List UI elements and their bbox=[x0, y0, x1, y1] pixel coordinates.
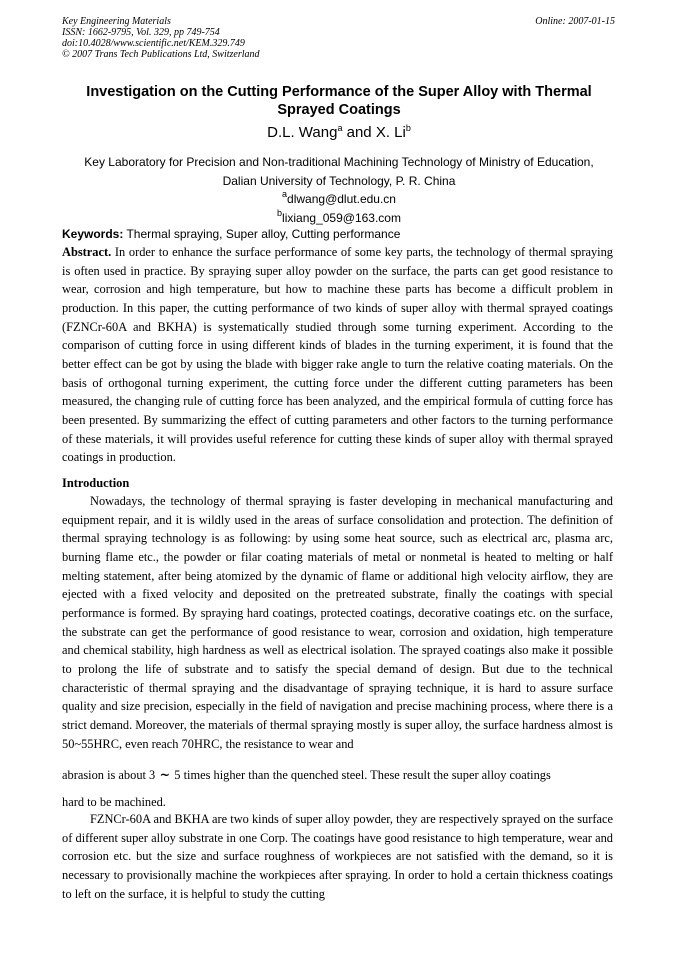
author-superscript: b bbox=[405, 123, 411, 133]
email-address: lixiang_059@163.com bbox=[282, 210, 401, 225]
abstract-label: Abstract. bbox=[62, 245, 112, 259]
doi-line: doi:10.4028/www.scientific.net/KEM.329.749 bbox=[62, 38, 245, 49]
keywords-text: Thermal spraying, Super alloy, Cutting performance bbox=[123, 227, 401, 241]
affiliation-block bbox=[60, 153, 618, 227]
email-line bbox=[60, 209, 618, 228]
online-date: Online: 2007-01-15 bbox=[535, 16, 615, 27]
keywords-line bbox=[62, 227, 400, 242]
author-name: X. Li bbox=[375, 124, 406, 141]
intro-paragraph-1-continued bbox=[62, 766, 613, 785]
keywords-label: Keywords: bbox=[62, 227, 124, 241]
abstract-paragraph bbox=[62, 243, 613, 467]
author-superscript: a bbox=[337, 123, 343, 133]
paper-title: Investigation on the Cutting Performance of the Super Alloy with Thermal Sprayed Coatings bbox=[86, 84, 592, 118]
author-line bbox=[60, 124, 618, 142]
email-line bbox=[60, 190, 618, 209]
email-address: dlwang@dlut.edu.cn bbox=[287, 192, 396, 206]
intro-text: abrasion is about 3 bbox=[62, 768, 156, 782]
issn-line: ISSN: 1662-9795, Vol. 329, pp 749-754 bbox=[62, 27, 220, 38]
abstract-text: In order to enhance the surface performance of some key parts, the technology of thermal spraying is often used in practice. By spraying super alloy powder on the surface, the parts can get good resistance to wear, corrosion and high temperature, but how to machine these parts has become a difficult problem in production. In this paper, the cutting performance of two kinds of super alloy with thermal sprayed coatings (FZNCr-60A and BKHA) is systematically studied through some turning experiment. According to the comparison of cutting force in using different kinds of blades in the turning experiment, it is found that the better effect can be got by using the blade with bigger rake angle to turn the relative coating materials. On the basis of orthogonal turning experiment, the cutting force under the different cutting parameters has been measured, the changing rule of cutting force has been analyzed, and the empirical formula of cutting force has been presented. By summarizing the effect of cutting parameters and other factors to the turning performance of these materials, it will provides useful reference for cutting these kinds of super alloy with thermal sprayed coatings in production. bbox=[62, 245, 613, 465]
section-heading-introduction: Introduction bbox=[62, 476, 130, 490]
copyright-line: © 2007 Trans Tech Publications Ltd, Switzerland bbox=[62, 49, 260, 60]
author-name: D.L. Wang bbox=[267, 124, 338, 141]
affiliation-line: Dalian University of Technology, P. R. China bbox=[222, 173, 456, 188]
author-conjunction: and bbox=[342, 124, 376, 141]
journal-header bbox=[62, 16, 260, 60]
intro-paragraph-1: Nowadays, the technology of thermal spraying is faster developing in mechanical manufacturing and equipment repair, and it is wildly used in the areas of surface consolidation and protection. The definition of thermal spraying technology is as following: by using some heat source, such as electrical arc, plasma arc, burning flame etc., the powder or filar coating materials of metal or nonmetal is heated to melting or half melting statement, after being atomized by the dynamic of flame or additional high velocity airflow, they are ejected with a fixed velocity and deposited on the pretreated substrate, finally the coatings with special performance is formed. By spraying hard coatings, protected coatings, decorative coatings etc. on the surface, the substrate can get the performance of good resistance to wear, corrosion and oxidation, high temperature and chemical stability, high hardness as well as electrical isolation. The sprayed coatings also make it possible to prolong the life of substrate and to satisfy the special demand of design. But due to the technical characteristic of thermal spraying and the disadvantage of spraying technique, it is hard to assure surface quality and size precision, especially in the field of navigation and precise machining process, where there is a strict demand. Moreover, the materials of thermal spraying mostly is super alloy, the surface hardness almost is 50~55HRC, even reach 70HRC, the resistance to wear and bbox=[62, 494, 613, 751]
tilde-symbol: ~ bbox=[155, 767, 175, 782]
email-superscript: b bbox=[277, 207, 283, 218]
intro-text: 5 times higher than the quenched steel. These result the super alloy coatings bbox=[174, 768, 551, 782]
affiliation-line: Key Laboratory for Precision and Non-traditional Machining Technology of Ministry of Education, bbox=[84, 155, 594, 169]
email-superscript: a bbox=[282, 189, 288, 199]
intro-paragraph-1-end: hard to be machined. bbox=[62, 795, 166, 809]
intro-paragraph-2: FZNCr-60A and BKHA are two kinds of super alloy powder, they are respectively sprayed on the surface of different super alloy substrate in one Corp. The coatings have good resistance to high temperature, wear and corrosion etc. but the size and surface roughness of workpieces are not satisfied with the demand, so it is necessary to provisionally machine the workpieces after spraying. In order to hold a certain thickness coatings to left on the surface, it is helpful to study the cutting bbox=[62, 812, 613, 901]
journal-name: Key Engineering Materials bbox=[62, 16, 171, 27]
